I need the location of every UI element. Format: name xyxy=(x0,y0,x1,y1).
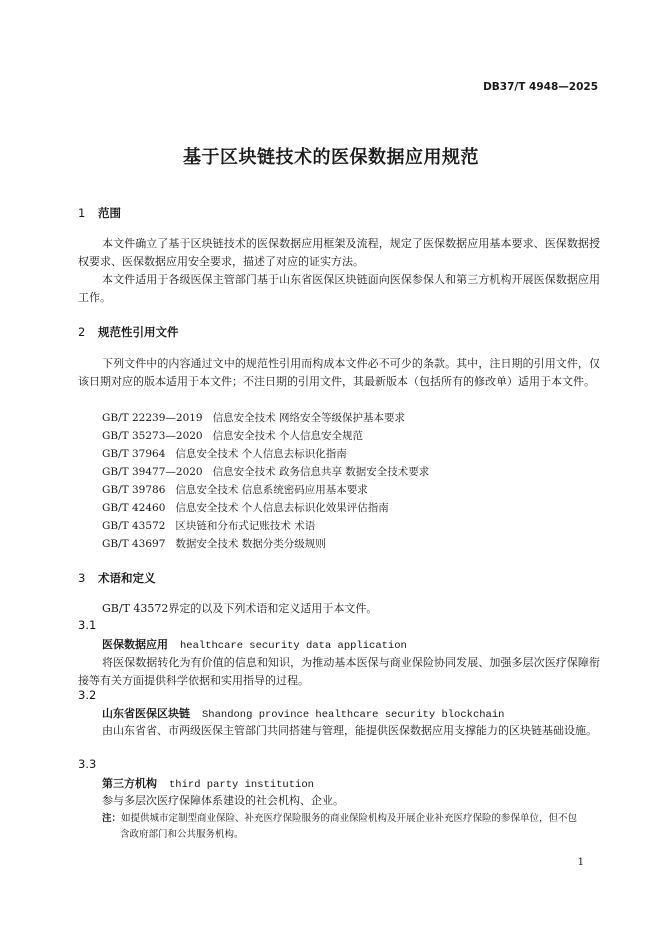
term-number: 3.1 xyxy=(78,618,97,632)
term-zh: 山东省医保区块链 xyxy=(102,707,190,720)
reference-item xyxy=(102,499,399,517)
note-text-line2: 含政府部门和公共服务机构。 xyxy=(120,829,244,840)
reference-title: 信息安全技术 个人信息安全规范 xyxy=(212,430,363,442)
reference-item xyxy=(102,445,357,463)
reference-title: 信息安全技术 个人信息去标识化指南 xyxy=(175,448,347,460)
page-number: 1 xyxy=(577,857,584,868)
term-definition: 参与多层次医疗保障体系建设的社会机构、企业。 xyxy=(102,794,344,807)
section-title: 术语和定义 xyxy=(98,571,156,585)
reference-code: GB/T 42460 xyxy=(102,502,166,514)
reference-code: GB/T 43572 xyxy=(102,520,166,532)
term-en: third party institution xyxy=(169,779,314,791)
term-number: 3.2 xyxy=(78,688,97,702)
section-title: 规范性引用文件 xyxy=(98,325,179,339)
reference-title: 信息安全技术 网络安全等级保护基本要求 xyxy=(212,412,405,424)
term-definition: 将医保数据转化为有价值的信息和知识，为推动基本医保与商业保险协同发展、加强多层次医疗保障衔接等有关方面提供科学依据和实用指导的过程。 xyxy=(78,656,600,687)
reference-item xyxy=(102,409,415,427)
reference-code: GB/T 39477—2020 xyxy=(102,466,203,478)
reference-code: GB/T 43697 xyxy=(102,538,166,550)
section-number: 2 xyxy=(78,325,86,339)
term-number: 3.3 xyxy=(78,757,97,771)
section-number: 1 xyxy=(78,206,86,220)
reference-item xyxy=(102,517,325,535)
reference-item xyxy=(102,481,378,499)
section-3-heading xyxy=(78,570,156,586)
paragraph: 本文件适用于各级医保主管部门基于山东省医保区块链面向医保参保人和第三方机构开展医保数据应用工作。 xyxy=(78,273,600,304)
reference-title: 信息安全技术 信息系统密码应用基本要求 xyxy=(175,484,368,496)
page-title: 基于区块链技术的医保数据应用规范 xyxy=(183,147,479,168)
paragraph: GB/T 43572界定的以及下列术语和定义适用于本文件。 xyxy=(102,602,378,615)
term-zh: 第三方机构 xyxy=(102,777,157,790)
reference-title: 信息安全技术 政务信息共享 数据安全技术要求 xyxy=(212,466,430,478)
section-number: 3 xyxy=(78,571,86,585)
term-definition: 由山东省省、市两级医保主管部门共同搭建与管理，能提供医保数据应用支撑能力的区块链基础设施。 xyxy=(102,724,597,737)
reference-title: 区块链和分布式记账技术 术语 xyxy=(175,520,316,532)
reference-code: GB/T 37964 xyxy=(102,448,166,460)
document-code: DB37/T 4948—2025 xyxy=(483,81,598,93)
reference-item xyxy=(102,535,336,553)
term-title xyxy=(102,705,504,721)
term-zh: 医保数据应用 xyxy=(102,638,168,651)
note-label: 注： xyxy=(102,813,122,824)
term-en: Shandong province healthcare security blockchain xyxy=(202,709,505,721)
reference-item xyxy=(102,463,439,481)
note-text-line1: 如提供城市定制型商业保险、补充医疗保险服务的商业保险机构及开展企业补充医疗保险的参保单位，但不包 xyxy=(121,813,578,824)
reference-code: GB/T 35273—2020 xyxy=(102,430,203,442)
term-title xyxy=(102,775,314,791)
reference-code: GB/T 39786 xyxy=(102,484,166,496)
reference-item xyxy=(102,427,373,445)
term-title xyxy=(102,636,407,652)
term-note xyxy=(102,811,600,843)
reference-title: 数据安全技术 数据分类分级规则 xyxy=(175,538,326,550)
section-1-heading xyxy=(78,205,121,221)
reference-code: GB/T 22239—2019 xyxy=(102,412,203,424)
paragraph: 下列文件中的内容通过文中的规范性引用而构成本文件必不可少的条款。其中，注日期的引用文件，仅该日期对应的版本适用于本文件；不注日期的引用文件，其最新版本（包括所有的修改单）适用于本文件。 xyxy=(78,357,600,388)
reference-title: 信息安全技术 个人信息去标识化效果评估指南 xyxy=(175,502,389,514)
section-2-heading xyxy=(78,324,179,340)
section-title: 范围 xyxy=(98,206,121,220)
paragraph: 本文件确立了基于区块链技术的医保数据应用框架及流程，规定了医保数据应用基本要求、医保数据授权要求、医保数据应用安全要求，描述了对应的证实方法。 xyxy=(78,237,600,268)
term-en: healthcare security data application xyxy=(180,640,407,652)
